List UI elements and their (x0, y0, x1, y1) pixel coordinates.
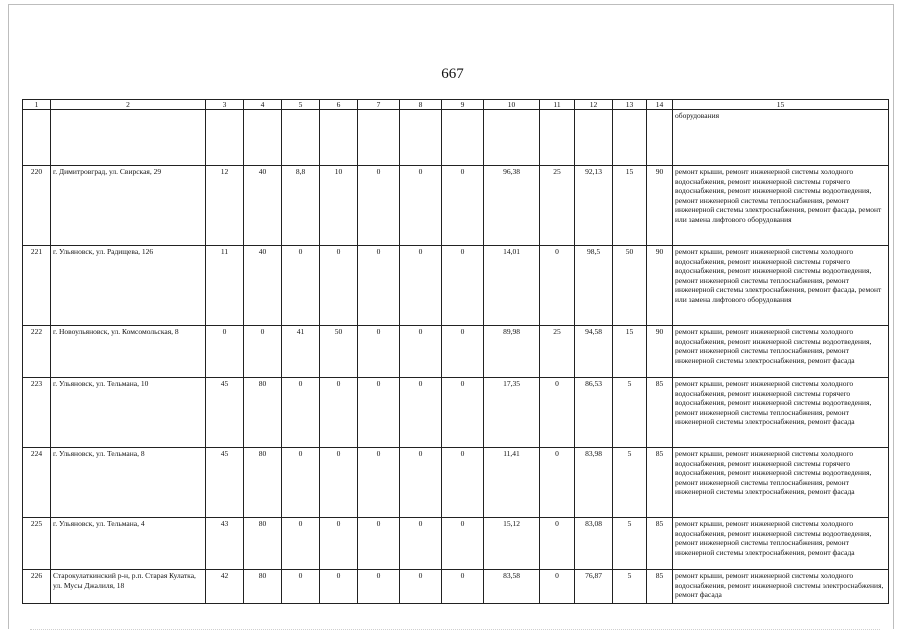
cell-4: 40 (244, 166, 282, 246)
cell-3: 45 (206, 378, 244, 448)
cell-12: 76,87 (575, 570, 613, 604)
cell-11: 25 (540, 166, 575, 246)
cell-12: 94,58 (575, 326, 613, 378)
row-number: 226 (23, 570, 51, 604)
registry-table (22, 99, 889, 604)
column-header: 4 (244, 100, 282, 110)
cell-8: 0 (400, 166, 442, 246)
row-number: 220 (23, 166, 51, 246)
header-row (23, 100, 889, 110)
column-header: 6 (320, 100, 358, 110)
cell-7: 0 (358, 570, 400, 604)
cell-3: 43 (206, 518, 244, 570)
column-header: 15 (673, 100, 889, 110)
cell-7: 0 (358, 326, 400, 378)
cell-4: 0 (244, 326, 282, 378)
cell-9: 0 (442, 570, 484, 604)
cell-11: 0 (540, 570, 575, 604)
cell-13: 15 (613, 326, 647, 378)
cell-11: 0 (540, 246, 575, 326)
cell-12: 92,13 (575, 166, 613, 246)
row-number: 222 (23, 326, 51, 378)
cell-8: 0 (400, 246, 442, 326)
cell-8: 0 (400, 448, 442, 518)
cell-6: 0 (320, 246, 358, 326)
cell-3: 45 (206, 448, 244, 518)
cell-5: 41 (282, 326, 320, 378)
column-header: 14 (647, 100, 673, 110)
cell-10: 89,98 (484, 326, 540, 378)
cell-6: 0 (320, 570, 358, 604)
cell-9: 0 (442, 518, 484, 570)
cell-10: 96,38 (484, 166, 540, 246)
works-list: ремонт крыши, ремонт инженерной системы холодного водоснабжения, ремонт инженерной системы горячего водоснабжения, ремонт инженерной системы водоотведения, ремонт инженерной системы теплоснабжения, ремонт инженерной системы электроснабжения, ремонт фасада, ремонт или замена лифтового оборудования (673, 166, 889, 246)
column-header: 10 (484, 100, 540, 110)
cell-6: 0 (320, 518, 358, 570)
cell-10: 83,58 (484, 570, 540, 604)
cell-3: 42 (206, 570, 244, 604)
cell-13: 15 (613, 166, 647, 246)
column-header: 2 (51, 100, 206, 110)
cell-11: 25 (540, 326, 575, 378)
column-header: 3 (206, 100, 244, 110)
cell-7: 0 (358, 518, 400, 570)
cell-7: 0 (358, 448, 400, 518)
continuation-row (23, 110, 889, 166)
cell-7: 0 (358, 378, 400, 448)
works-list: ремонт крыши, ремонт инженерной системы холодного водоснабжения, ремонт инженерной системы горячего водоснабжения, ремонт инженерной системы водоотведения, ремонт инженерной системы теплоснабжения, ремонт инженерной системы электроснабжения, ремонт фасада, ремонт или замена лифтового оборудования (673, 246, 889, 326)
works-list: ремонт крыши, ремонт инженерной системы холодного водоснабжения, ремонт инженерной системы водоотведения, ремонт инженерной системы теплоснабжения, ремонт инженерной системы электроснабжения, ремонт фасада (673, 326, 889, 378)
cell-5: 0 (282, 518, 320, 570)
column-header: 5 (282, 100, 320, 110)
cell-13: 5 (613, 448, 647, 518)
cell-5: 0 (282, 246, 320, 326)
column-header: 8 (400, 100, 442, 110)
cell-5: 0 (282, 570, 320, 604)
cell-13: 5 (613, 570, 647, 604)
address: г. Ульяновск, ул. Тельмана, 8 (51, 448, 206, 518)
column-header: 1 (23, 100, 51, 110)
cell-6: 50 (320, 326, 358, 378)
cell-12: 98,5 (575, 246, 613, 326)
table-row (23, 518, 889, 570)
cell-13: 50 (613, 246, 647, 326)
cell-8: 0 (400, 378, 442, 448)
address: г. Димитровград, ул. Свирская, 29 (51, 166, 206, 246)
cell-10: 14,01 (484, 246, 540, 326)
row-number: 225 (23, 518, 51, 570)
cell-9: 0 (442, 326, 484, 378)
works-list: ремонт крыши, ремонт инженерной системы холодного водоснабжения, ремонт инженерной системы электроснабжения, ремонт фасада (673, 570, 889, 604)
cell-11: 0 (540, 518, 575, 570)
continuation-text: оборудования (673, 110, 889, 166)
cell-6: 0 (320, 378, 358, 448)
column-header: 7 (358, 100, 400, 110)
page-number: 667 (441, 66, 464, 82)
cell-9: 0 (442, 166, 484, 246)
address: г. Ульяновск, ул. Тельмана, 4 (51, 518, 206, 570)
cell-4: 80 (244, 378, 282, 448)
column-header: 11 (540, 100, 575, 110)
address: г. Новоульяновск, ул. Комсомольская, 8 (51, 326, 206, 378)
cell-4: 80 (244, 518, 282, 570)
cell-14: 90 (647, 246, 673, 326)
cell-7: 0 (358, 246, 400, 326)
cell-11: 0 (540, 448, 575, 518)
cell-4: 80 (244, 448, 282, 518)
cell-7: 0 (358, 166, 400, 246)
cell-5: 0 (282, 378, 320, 448)
table-row (23, 166, 889, 246)
cell-8: 0 (400, 518, 442, 570)
table-row (23, 246, 889, 326)
cell-14: 85 (647, 570, 673, 604)
cell-12: 83,08 (575, 518, 613, 570)
cell-14: 85 (647, 448, 673, 518)
cell-13: 5 (613, 378, 647, 448)
address: г. Ульяновск, ул. Тельмана, 10 (51, 378, 206, 448)
cell-11: 0 (540, 378, 575, 448)
column-header: 12 (575, 100, 613, 110)
column-header: 9 (442, 100, 484, 110)
cell-10: 17,35 (484, 378, 540, 448)
table-row (23, 378, 889, 448)
cell-6: 10 (320, 166, 358, 246)
cell-12: 83,98 (575, 448, 613, 518)
cell-9: 0 (442, 246, 484, 326)
cell-9: 0 (442, 448, 484, 518)
cell-3: 11 (206, 246, 244, 326)
cell-14: 85 (647, 378, 673, 448)
cell-6: 0 (320, 448, 358, 518)
cell-8: 0 (400, 326, 442, 378)
row-number: 224 (23, 448, 51, 518)
cell-8: 0 (400, 570, 442, 604)
table-row (23, 326, 889, 378)
cell-4: 80 (244, 570, 282, 604)
works-list: ремонт крыши, ремонт инженерной системы холодного водоснабжения, ремонт инженерной системы горячего водоснабжения, ремонт инженерной системы водоотведения, ремонт инженерной системы теплоснабжения, ремонт инженерной системы электроснабжения, ремонт фасада (673, 448, 889, 518)
works-list: ремонт крыши, ремонт инженерной системы холодного водоснабжения, ремонт инженерной системы водоотведения, ремонт инженерной системы теплоснабжения, ремонт инженерной системы электроснабжения, ремонт фасада (673, 518, 889, 570)
cell-12: 86,53 (575, 378, 613, 448)
address: г. Ульяновск, ул. Радищева, 126 (51, 246, 206, 326)
cell-4: 40 (244, 246, 282, 326)
cell-3: 0 (206, 326, 244, 378)
cell-10: 15,12 (484, 518, 540, 570)
row-number: 223 (23, 378, 51, 448)
cell-9: 0 (442, 378, 484, 448)
cell-5: 0 (282, 448, 320, 518)
table-row (23, 448, 889, 518)
cell-13: 5 (613, 518, 647, 570)
cell-10: 11,41 (484, 448, 540, 518)
table-row (23, 570, 889, 604)
column-header: 13 (613, 100, 647, 110)
cell-5: 8,8 (282, 166, 320, 246)
works-list: ремонт крыши, ремонт инженерной системы холодного водоснабжения, ремонт инженерной системы горячего водоснабжения, ремонт инженерной системы водоотведения, ремонт инженерной системы теплоснабжения, ремонт инженерной системы электроснабжения, ремонт фасада (673, 378, 889, 448)
address: Старокулаткинский р-н, р.п. Старая Кулатка, ул. Мусы Джалиля, 18 (51, 570, 206, 604)
cell-14: 90 (647, 326, 673, 378)
row-number: 221 (23, 246, 51, 326)
cell-14: 90 (647, 166, 673, 246)
cell-14: 85 (647, 518, 673, 570)
cell-3: 12 (206, 166, 244, 246)
scan-edge (30, 629, 880, 631)
